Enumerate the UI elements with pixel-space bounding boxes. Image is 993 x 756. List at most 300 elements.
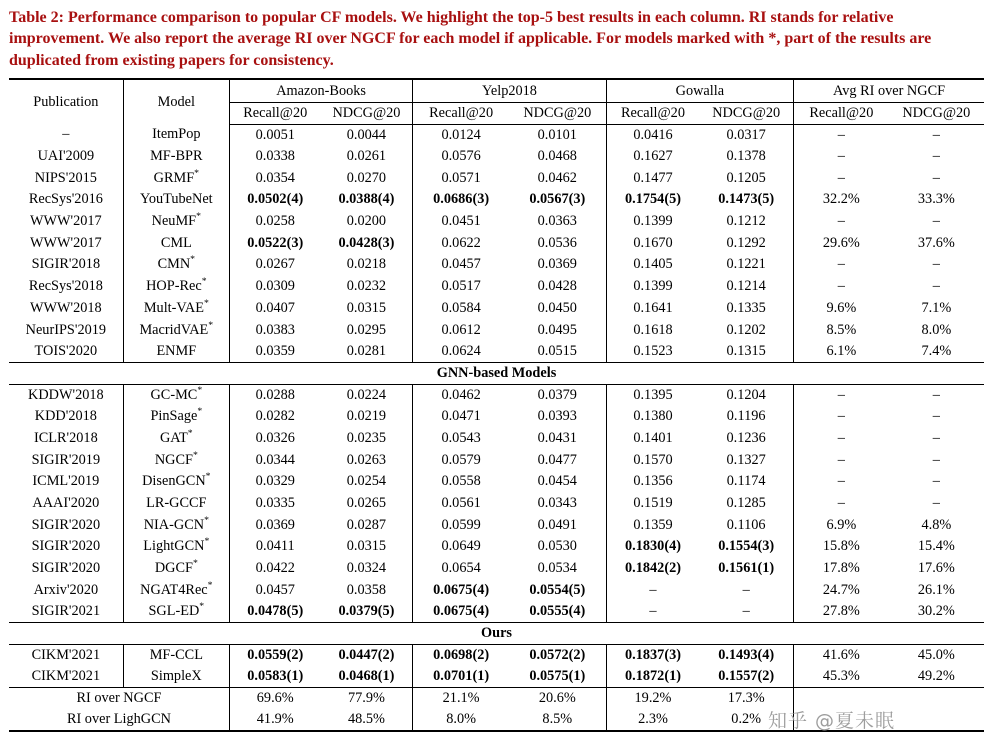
- metric-cell: 0.0495: [537, 321, 577, 338]
- footer-value: 19.2%: [606, 688, 699, 710]
- metric-cell: 0.0326: [229, 428, 320, 450]
- table-row: [9, 298, 984, 320]
- metric-cell: 0.1196: [726, 408, 766, 425]
- col-header-ndcg-gowalla: NDCG@20: [699, 102, 793, 124]
- metric-cell: –: [794, 254, 889, 276]
- table-row: [9, 536, 984, 558]
- metric-cell: 0.0359: [229, 341, 320, 363]
- metric-cell: –: [932, 386, 940, 403]
- metric-cell: 0.0254: [346, 473, 387, 490]
- metric-cell: 0.1473(5): [718, 191, 775, 208]
- publication-cell: WWW'2018: [30, 299, 102, 316]
- metric-cell: 0.0649: [413, 536, 509, 558]
- metric-cell: –: [932, 408, 940, 425]
- metric-cell: 49.2%: [917, 668, 955, 685]
- model-cell: LightGCN*: [123, 536, 229, 558]
- metric-cell: –: [932, 429, 940, 446]
- model-cell: YouTubeNet: [123, 189, 229, 211]
- metric-cell: –: [794, 167, 889, 189]
- model-cell: MF-CCL: [123, 645, 229, 667]
- publication-cell: SIGIR'2021: [31, 603, 101, 620]
- metric-cell: 0.0363: [537, 213, 577, 230]
- metric-cell: 0.0270: [346, 169, 387, 186]
- footer-value: 21.1%: [413, 688, 509, 710]
- publication-cell: SIGIR'2020: [31, 560, 101, 577]
- metric-cell: 0.1670: [606, 232, 699, 254]
- metric-cell: 0.0218: [346, 256, 387, 273]
- metric-cell: 0.0393: [537, 408, 577, 425]
- table-row: [9, 558, 984, 580]
- metric-cell: 0.1399: [606, 276, 699, 298]
- metric-cell: 0.0411: [229, 536, 320, 558]
- footer-label: RI over LighGCN: [66, 711, 171, 728]
- metric-cell: 0.1561(1): [718, 560, 775, 577]
- metric-cell: –: [932, 451, 940, 468]
- metric-cell: –: [794, 428, 889, 450]
- metric-cell: 0.1356: [606, 471, 699, 493]
- metric-cell: 0.0558: [413, 471, 509, 493]
- model-cell: SGL-ED*: [123, 601, 229, 623]
- metric-cell: 0.1477: [606, 167, 699, 189]
- table-row: [9, 167, 984, 189]
- metric-cell: 0.0599: [413, 514, 509, 536]
- metric-cell: 0.0543: [413, 428, 509, 450]
- footer-value: 2.3%: [606, 710, 699, 732]
- publication-cell: ICML'2019: [32, 473, 100, 490]
- metric-cell: 0.0477: [537, 451, 577, 468]
- table-row: [9, 579, 984, 601]
- model-cell: CML: [123, 232, 229, 254]
- table-row: [9, 232, 984, 254]
- metric-cell: 0.1174: [726, 473, 766, 490]
- metric-cell: 0.0555(4): [529, 603, 586, 620]
- publication-cell: Arxiv'2020: [33, 581, 99, 598]
- metric-cell: 32.2%: [794, 189, 889, 211]
- metric-cell: 0.0471: [413, 406, 509, 428]
- metric-cell: –: [932, 213, 940, 230]
- publication-cell: ICLR'2018: [33, 429, 98, 446]
- metric-cell: –: [794, 449, 889, 471]
- metric-cell: 8.0%: [921, 321, 952, 338]
- metric-cell: 0.0431: [537, 429, 577, 446]
- metric-cell: 0.0224: [346, 386, 387, 403]
- metric-cell: 0.1554(3): [718, 538, 775, 555]
- col-header-recall-yelp: Recall@20: [413, 102, 509, 124]
- publication-cell: SIGIR'2020: [31, 538, 101, 555]
- table-row: [9, 645, 984, 667]
- metric-cell: –: [932, 148, 940, 165]
- metric-cell: 0.0502(4): [229, 189, 320, 211]
- publication-cell: NeurIPS'2019: [25, 321, 107, 338]
- col-group-avg-ri: Avg RI over NGCF: [794, 79, 984, 102]
- model-cell: CMN*: [123, 254, 229, 276]
- metric-cell: –: [794, 471, 889, 493]
- col-header-ndcg-amazon: NDCG@20: [321, 102, 413, 124]
- metric-cell: 0.0515: [537, 342, 577, 359]
- metric-cell: 0.1557(2): [718, 668, 775, 685]
- table-caption: Table 2: Performance comparison to popular CF models. We highlight the top-5 best results in each column. RI stands for relative improvement. We also report the average RI over NGCF for each model if applicable. For models marked with *, part of the results are duplicated from existing papers for consistency.: [9, 9, 932, 69]
- metric-cell: 0.0338: [229, 146, 320, 168]
- metric-cell: 30.2%: [917, 603, 955, 620]
- metric-cell: 0.0624: [413, 341, 509, 363]
- publication-cell: KDDW'2018: [28, 386, 104, 403]
- publication-cell: WWW'2017: [30, 213, 102, 230]
- metric-cell: 0.0219: [346, 408, 387, 425]
- header-group-row: [9, 79, 984, 102]
- model-cell: GRMF*: [123, 167, 229, 189]
- footer-value: 69.6%: [229, 688, 320, 710]
- metric-cell: 0.0478(5): [229, 601, 320, 623]
- metric-cell: 0.0317: [726, 126, 766, 143]
- metric-cell: 0.1359: [606, 514, 699, 536]
- metric-cell: 0.0567(3): [529, 191, 586, 208]
- col-header-publication: Publication: [33, 93, 99, 110]
- section-title: GNN-based Models: [9, 363, 984, 385]
- table-row: [9, 471, 984, 493]
- publication-cell: NIPS'2015: [34, 169, 97, 186]
- metric-cell: 0.1754(5): [606, 189, 699, 211]
- metric-cell: 0.0287: [346, 516, 387, 533]
- metric-cell: 0.1401: [606, 428, 699, 450]
- model-cell: ENMF: [123, 341, 229, 363]
- metric-cell: 0.0309: [229, 276, 320, 298]
- metric-cell: 0.0383: [229, 319, 320, 341]
- metric-cell: –: [742, 581, 750, 598]
- model-cell: Mult-VAE*: [123, 298, 229, 320]
- results-table: [9, 78, 984, 732]
- table-row: [9, 406, 984, 428]
- metric-cell: 0.0200: [346, 213, 387, 230]
- footer-value: 8.0%: [413, 710, 509, 732]
- metric-cell: 0.0428: [537, 278, 577, 295]
- metric-cell: 6.1%: [794, 341, 889, 363]
- metric-cell: –: [606, 601, 699, 623]
- metric-cell: 0.0559(2): [229, 645, 320, 667]
- metric-cell: 0.0232: [346, 278, 387, 295]
- metric-cell: 27.8%: [794, 601, 889, 623]
- metric-cell: 0.0124: [413, 124, 509, 146]
- metric-cell: 0.0329: [229, 471, 320, 493]
- metric-cell: 0.1830(4): [606, 536, 699, 558]
- publication-cell: WWW'2017: [30, 234, 102, 251]
- model-cell: HOP-Rec*: [123, 276, 229, 298]
- metric-cell: –: [794, 124, 889, 146]
- model-cell: GC-MC*: [123, 384, 229, 406]
- metric-cell: 0.1399: [606, 211, 699, 233]
- footer-value: [889, 710, 984, 732]
- col-header-recall-ri: Recall@20: [794, 102, 889, 124]
- metric-cell: 0.1327: [726, 451, 766, 468]
- metric-cell: 0.0457: [229, 579, 320, 601]
- metric-cell: 0.0454: [537, 473, 577, 490]
- metric-cell: 0.0051: [229, 124, 320, 146]
- model-cell: NGAT4Rec*: [123, 579, 229, 601]
- metric-cell: 0.0571: [413, 167, 509, 189]
- metric-cell: 0.1378: [726, 148, 766, 165]
- metric-cell: 41.6%: [794, 645, 889, 667]
- model-cell: PinSage*: [123, 406, 229, 428]
- table-row: [9, 189, 984, 211]
- table-row: [9, 601, 984, 623]
- metric-cell: 0.0044: [346, 126, 387, 143]
- metric-cell: 0.0282: [229, 406, 320, 428]
- metric-cell: 0.0534: [537, 560, 577, 577]
- metric-cell: 0.0258: [229, 211, 320, 233]
- metric-cell: 0.0416: [606, 124, 699, 146]
- footer-value: 77.9%: [321, 688, 413, 710]
- model-cell: DGCF*: [123, 558, 229, 580]
- metric-cell: –: [794, 146, 889, 168]
- metric-cell: 0.1204: [726, 386, 766, 403]
- table-row: [9, 254, 984, 276]
- metric-cell: 8.5%: [794, 319, 889, 341]
- metric-cell: 37.6%: [917, 234, 955, 251]
- metric-cell: 0.0536: [537, 234, 577, 251]
- metric-cell: 0.0576: [413, 146, 509, 168]
- metric-cell: 0.1405: [606, 254, 699, 276]
- metric-cell: 0.0369: [537, 256, 577, 273]
- model-cell: SimpleX: [123, 666, 229, 688]
- model-cell: NIA-GCN*: [123, 514, 229, 536]
- metric-cell: 0.0281: [346, 342, 387, 359]
- table-row: [9, 384, 984, 406]
- metric-cell: 0.0491: [537, 516, 577, 533]
- metric-cell: –: [794, 406, 889, 428]
- metric-cell: 0.0698(2): [413, 645, 509, 667]
- metric-cell: 0.0388(4): [338, 191, 395, 208]
- metric-cell: 0.1315: [726, 342, 766, 359]
- metric-cell: 0.0579: [413, 449, 509, 471]
- model-cell: ItemPop: [123, 124, 229, 146]
- footer-value: 20.6%: [509, 688, 606, 710]
- metric-cell: 0.0447(2): [338, 647, 395, 664]
- model-cell: GAT*: [123, 428, 229, 450]
- metric-cell: –: [794, 493, 889, 515]
- model-cell: MF-BPR: [123, 146, 229, 168]
- col-group-amazon-books: Amazon-Books: [229, 79, 412, 102]
- metric-cell: 0.0701(1): [413, 666, 509, 688]
- table-row: [9, 514, 984, 536]
- metric-cell: 0.0263: [346, 451, 387, 468]
- metric-cell: 0.0462: [537, 169, 577, 186]
- col-header-recall-amazon: Recall@20: [229, 102, 320, 124]
- footer-value: 17.3%: [699, 688, 793, 710]
- metric-cell: 7.4%: [921, 342, 952, 359]
- footer-value: [889, 688, 984, 710]
- col-group-yelp2018: Yelp2018: [413, 79, 606, 102]
- metric-cell: –: [606, 579, 699, 601]
- publication-cell: KDD'2018: [34, 408, 97, 425]
- metric-cell: –: [932, 473, 940, 490]
- metric-cell: 0.1570: [606, 449, 699, 471]
- metric-cell: 0.0344: [229, 449, 320, 471]
- metric-cell: 0.0575(1): [529, 668, 586, 685]
- metric-cell: 45.0%: [917, 647, 955, 664]
- metric-cell: 0.0584: [413, 298, 509, 320]
- table-row: [9, 493, 984, 515]
- col-group-gowalla: Gowalla: [606, 79, 793, 102]
- metric-cell: 0.0686(3): [413, 189, 509, 211]
- publication-cell: CIKM'2021: [31, 668, 101, 685]
- metric-cell: 0.1221: [726, 256, 766, 273]
- metric-cell: 0.1380: [606, 406, 699, 428]
- publication-cell: –: [62, 126, 70, 143]
- metric-cell: 0.1618: [606, 319, 699, 341]
- metric-cell: 0.0343: [537, 495, 577, 512]
- model-cell: NGCF*: [123, 449, 229, 471]
- metric-cell: 0.0572(2): [529, 647, 586, 664]
- metric-cell: 0.0457: [413, 254, 509, 276]
- metric-cell: –: [932, 126, 940, 143]
- metric-cell: 0.0522(3): [229, 232, 320, 254]
- publication-cell: SIGIR'2018: [31, 256, 101, 273]
- publication-cell: UAI'2009: [37, 148, 95, 165]
- metric-cell: 29.6%: [794, 232, 889, 254]
- metric-cell: 0.0101: [537, 126, 577, 143]
- metric-cell: 0.0612: [413, 319, 509, 341]
- metric-cell: 0.0622: [413, 232, 509, 254]
- table-row: [9, 146, 984, 168]
- metric-cell: 0.0468(1): [338, 668, 395, 685]
- metric-cell: 0.1395: [606, 384, 699, 406]
- metric-cell: 0.1106: [726, 516, 766, 533]
- metric-cell: 0.1493(4): [718, 647, 775, 664]
- table-row: [9, 666, 984, 688]
- metric-cell: –: [794, 384, 889, 406]
- table-row: [9, 319, 984, 341]
- metric-cell: 0.0428(3): [338, 234, 395, 251]
- publication-cell: RecSys'2016: [28, 191, 103, 208]
- metric-cell: 0.0324: [346, 560, 387, 577]
- publication-cell: CIKM'2021: [31, 647, 101, 664]
- table-row: [9, 428, 984, 450]
- footer-label: RI over NGCF: [9, 688, 229, 710]
- metric-cell: 0.0554(5): [529, 581, 586, 598]
- metric-cell: 0.1236: [726, 429, 766, 446]
- metric-cell: 0.0295: [346, 321, 387, 338]
- section-header-row: [9, 623, 984, 645]
- metric-cell: 0.0315: [346, 538, 387, 555]
- metric-cell: –: [932, 169, 940, 186]
- metric-cell: 0.1842(2): [606, 558, 699, 580]
- metric-cell: 0.0261: [346, 148, 387, 165]
- metric-cell: 15.8%: [794, 536, 889, 558]
- table-row: [9, 211, 984, 233]
- metric-cell: 15.4%: [917, 538, 955, 555]
- table-row: [9, 276, 984, 298]
- metric-cell: 0.0407: [229, 298, 320, 320]
- metric-cell: 0.0369: [229, 514, 320, 536]
- metric-cell: –: [932, 278, 940, 295]
- metric-cell: –: [742, 603, 750, 620]
- metric-cell: 0.0267: [229, 254, 320, 276]
- footer-value: 0.2%: [731, 711, 762, 728]
- metric-cell: 24.7%: [794, 579, 889, 601]
- metric-cell: 0.0561: [413, 493, 509, 515]
- metric-cell: 0.1519: [606, 493, 699, 515]
- metric-cell: 7.1%: [921, 299, 952, 316]
- metric-cell: 0.0265: [346, 495, 387, 512]
- metric-cell: 0.0354: [229, 167, 320, 189]
- metric-cell: 0.0235: [346, 429, 387, 446]
- publication-cell: SIGIR'2020: [31, 516, 101, 533]
- metric-cell: –: [932, 256, 940, 273]
- metric-cell: 0.1292: [726, 234, 766, 251]
- metric-cell: 0.0288: [229, 384, 320, 406]
- metric-cell: 0.0358: [346, 581, 387, 598]
- table-row: [9, 124, 984, 146]
- publication-cell: AAAI'2020: [32, 495, 100, 512]
- model-cell: MacridVAE*: [123, 319, 229, 341]
- metric-cell: 0.1214: [726, 278, 766, 295]
- metric-cell: 0.0422: [229, 558, 320, 580]
- metric-cell: 17.6%: [917, 560, 955, 577]
- metric-cell: 0.1523: [606, 341, 699, 363]
- metric-cell: –: [794, 276, 889, 298]
- metric-cell: 0.1205: [726, 169, 766, 186]
- table-row: [9, 449, 984, 471]
- metric-cell: 0.0335: [229, 493, 320, 515]
- col-header-ndcg-ri: NDCG@20: [889, 102, 984, 124]
- metric-cell: 0.0517: [413, 276, 509, 298]
- publication-cell: RecSys'2018: [28, 278, 103, 295]
- model-cell: LR-GCCF: [123, 493, 229, 515]
- col-header-recall-gowalla: Recall@20: [606, 102, 699, 124]
- watermark: 知乎 @夏未眠: [767, 710, 895, 732]
- metric-cell: 17.8%: [794, 558, 889, 580]
- metric-cell: 0.0379(5): [338, 603, 395, 620]
- metric-cell: 0.1837(3): [606, 645, 699, 667]
- metric-cell: 0.0468: [537, 148, 577, 165]
- metric-cell: –: [794, 211, 889, 233]
- metric-cell: 0.0379: [537, 386, 577, 403]
- metric-cell: 0.1212: [726, 213, 766, 230]
- metric-cell: 0.0530: [537, 538, 577, 555]
- metric-cell: 0.0451: [413, 211, 509, 233]
- metric-cell: 0.0315: [346, 299, 387, 316]
- footer-value: 8.5%: [542, 711, 573, 728]
- metric-cell: 0.1285: [726, 495, 766, 512]
- metric-cell: 45.3%: [794, 666, 889, 688]
- metric-cell: 0.1335: [726, 299, 766, 316]
- model-cell: DisenGCN*: [123, 471, 229, 493]
- metric-cell: 0.1872(1): [606, 666, 699, 688]
- col-header-model: Model: [123, 79, 229, 124]
- metric-cell: –: [932, 495, 940, 512]
- model-cell: NeuMF*: [123, 211, 229, 233]
- metric-cell: 0.0450: [537, 299, 577, 316]
- metric-cell: 0.1202: [726, 321, 766, 338]
- col-header-ndcg-yelp: NDCG@20: [509, 102, 606, 124]
- metric-cell: 0.1641: [606, 298, 699, 320]
- metric-cell: 0.0675(4): [413, 579, 509, 601]
- metric-cell: 6.9%: [794, 514, 889, 536]
- publication-cell: TOIS'2020: [34, 342, 98, 359]
- section-header-row: [9, 363, 984, 385]
- metric-cell: 26.1%: [917, 581, 955, 598]
- footer-value: 48.5%: [347, 711, 385, 728]
- footer-value: 41.9%: [229, 710, 320, 732]
- table-row: [9, 341, 984, 363]
- metric-cell: 9.6%: [794, 298, 889, 320]
- metric-cell: 4.8%: [921, 516, 952, 533]
- section-title: Ours: [9, 623, 984, 645]
- metric-cell: 0.1627: [606, 146, 699, 168]
- metric-cell: 0.0675(4): [413, 601, 509, 623]
- metric-cell: 0.0583(1): [229, 666, 320, 688]
- metric-cell: 0.0654: [413, 558, 509, 580]
- metric-cell: 33.3%: [917, 191, 955, 208]
